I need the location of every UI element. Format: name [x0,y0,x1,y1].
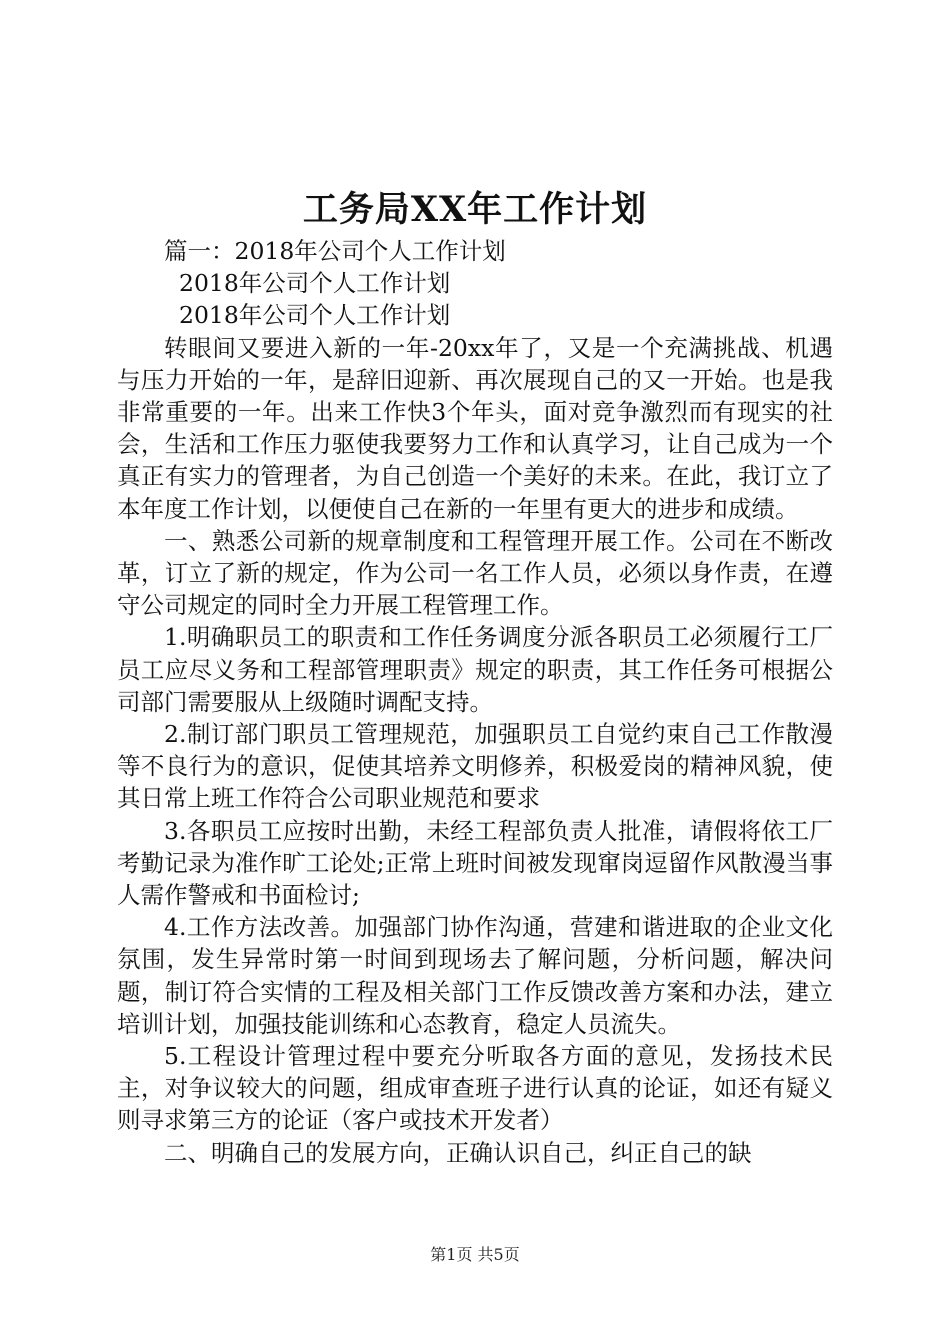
paragraph-section-2: 二、明确自己的发展方向，正确认识自己，纠正自己的缺 [164,1138,752,1167]
document-title: 工务局XX年工作计划 [302,189,648,230]
paragraph-section-1: 一、熟悉公司新的规章制度和工程管理开展工作。公司在不断改革，订立了新的规定，作为公司一名工作人员，必须以身作责，在遵守公司规定的同时全力开展工程管理工作。 [117,526,833,620]
paragraph-item-2: 2.制订部门职员工管理规范，加强职员工自觉约束自己工作散漫等不良行为的意识，促使其培养文明修养，积极爱岗的精神风貌，使其日常上班工作符合公司职业规范和要求 [117,720,833,813]
paragraph-item-4: 4.工作方法改善。加强部门协作沟通，营建和谐进取的企业文化氛围，发生异常时第一时间到现场去了解问题，分析问题，解决问题，制订符合实情的工程及相关部门工作反馈改善方案和办法，建立培训计划，加强技能训练和心态教育，稳定人员流失。 [117,913,833,1038]
heading-line-1: 篇一：2018年公司个人工作计划 [164,237,506,265]
heading-line-2: 2018年公司个人工作计划 [179,269,451,298]
paragraph-item-5: 5.工程设计管理过程中要充分听取各方面的意见，发扬技术民主，对争议较大的问题，组成审查班子进行认真的论证，如还有疑义则寻求第三方的论证（客户或技术开发者） [117,1042,833,1135]
page-footer: 第1页 共5页 [430,1245,520,1264]
paragraph-intro: 转眼间又要进入新的一年-20xx年了，又是一个充满挑战、机遇与压力开始的一年，是辞旧迎新、再次展现自己的又一开始。也是我非常重要的一年。出来工作快3个年头，面对竞争激烈而有现实的社会，生活和工作压力驱使我要努力工作和认真学习，让自己成为一个真正有实力的管理者，为自己创造一个美好的未来。在此，我订立了本年度工作计划，以便使自己在新的一年里有更大的进步和成绩。 [117,333,833,523]
document-body [117,235,833,1169]
paragraph-item-3: 3.各职员工应按时出勤，未经工程部负责人批准，请假将依工厂考勤记录为准作旷工论处;正常上班时间被发现窜岗逗留作风散漫当事人需作警戒和书面检讨; [117,816,833,910]
paragraph-item-1: 1.明确职员工的职责和工作任务调度分派各职员工必须履行工厂员工应尽义务和工程部管理职责》规定的职责，其工作任务可根据公司部门需要服从上级随时调配支持。 [117,623,833,716]
heading-line-3: 2018年公司个人工作计划 [179,301,451,330]
